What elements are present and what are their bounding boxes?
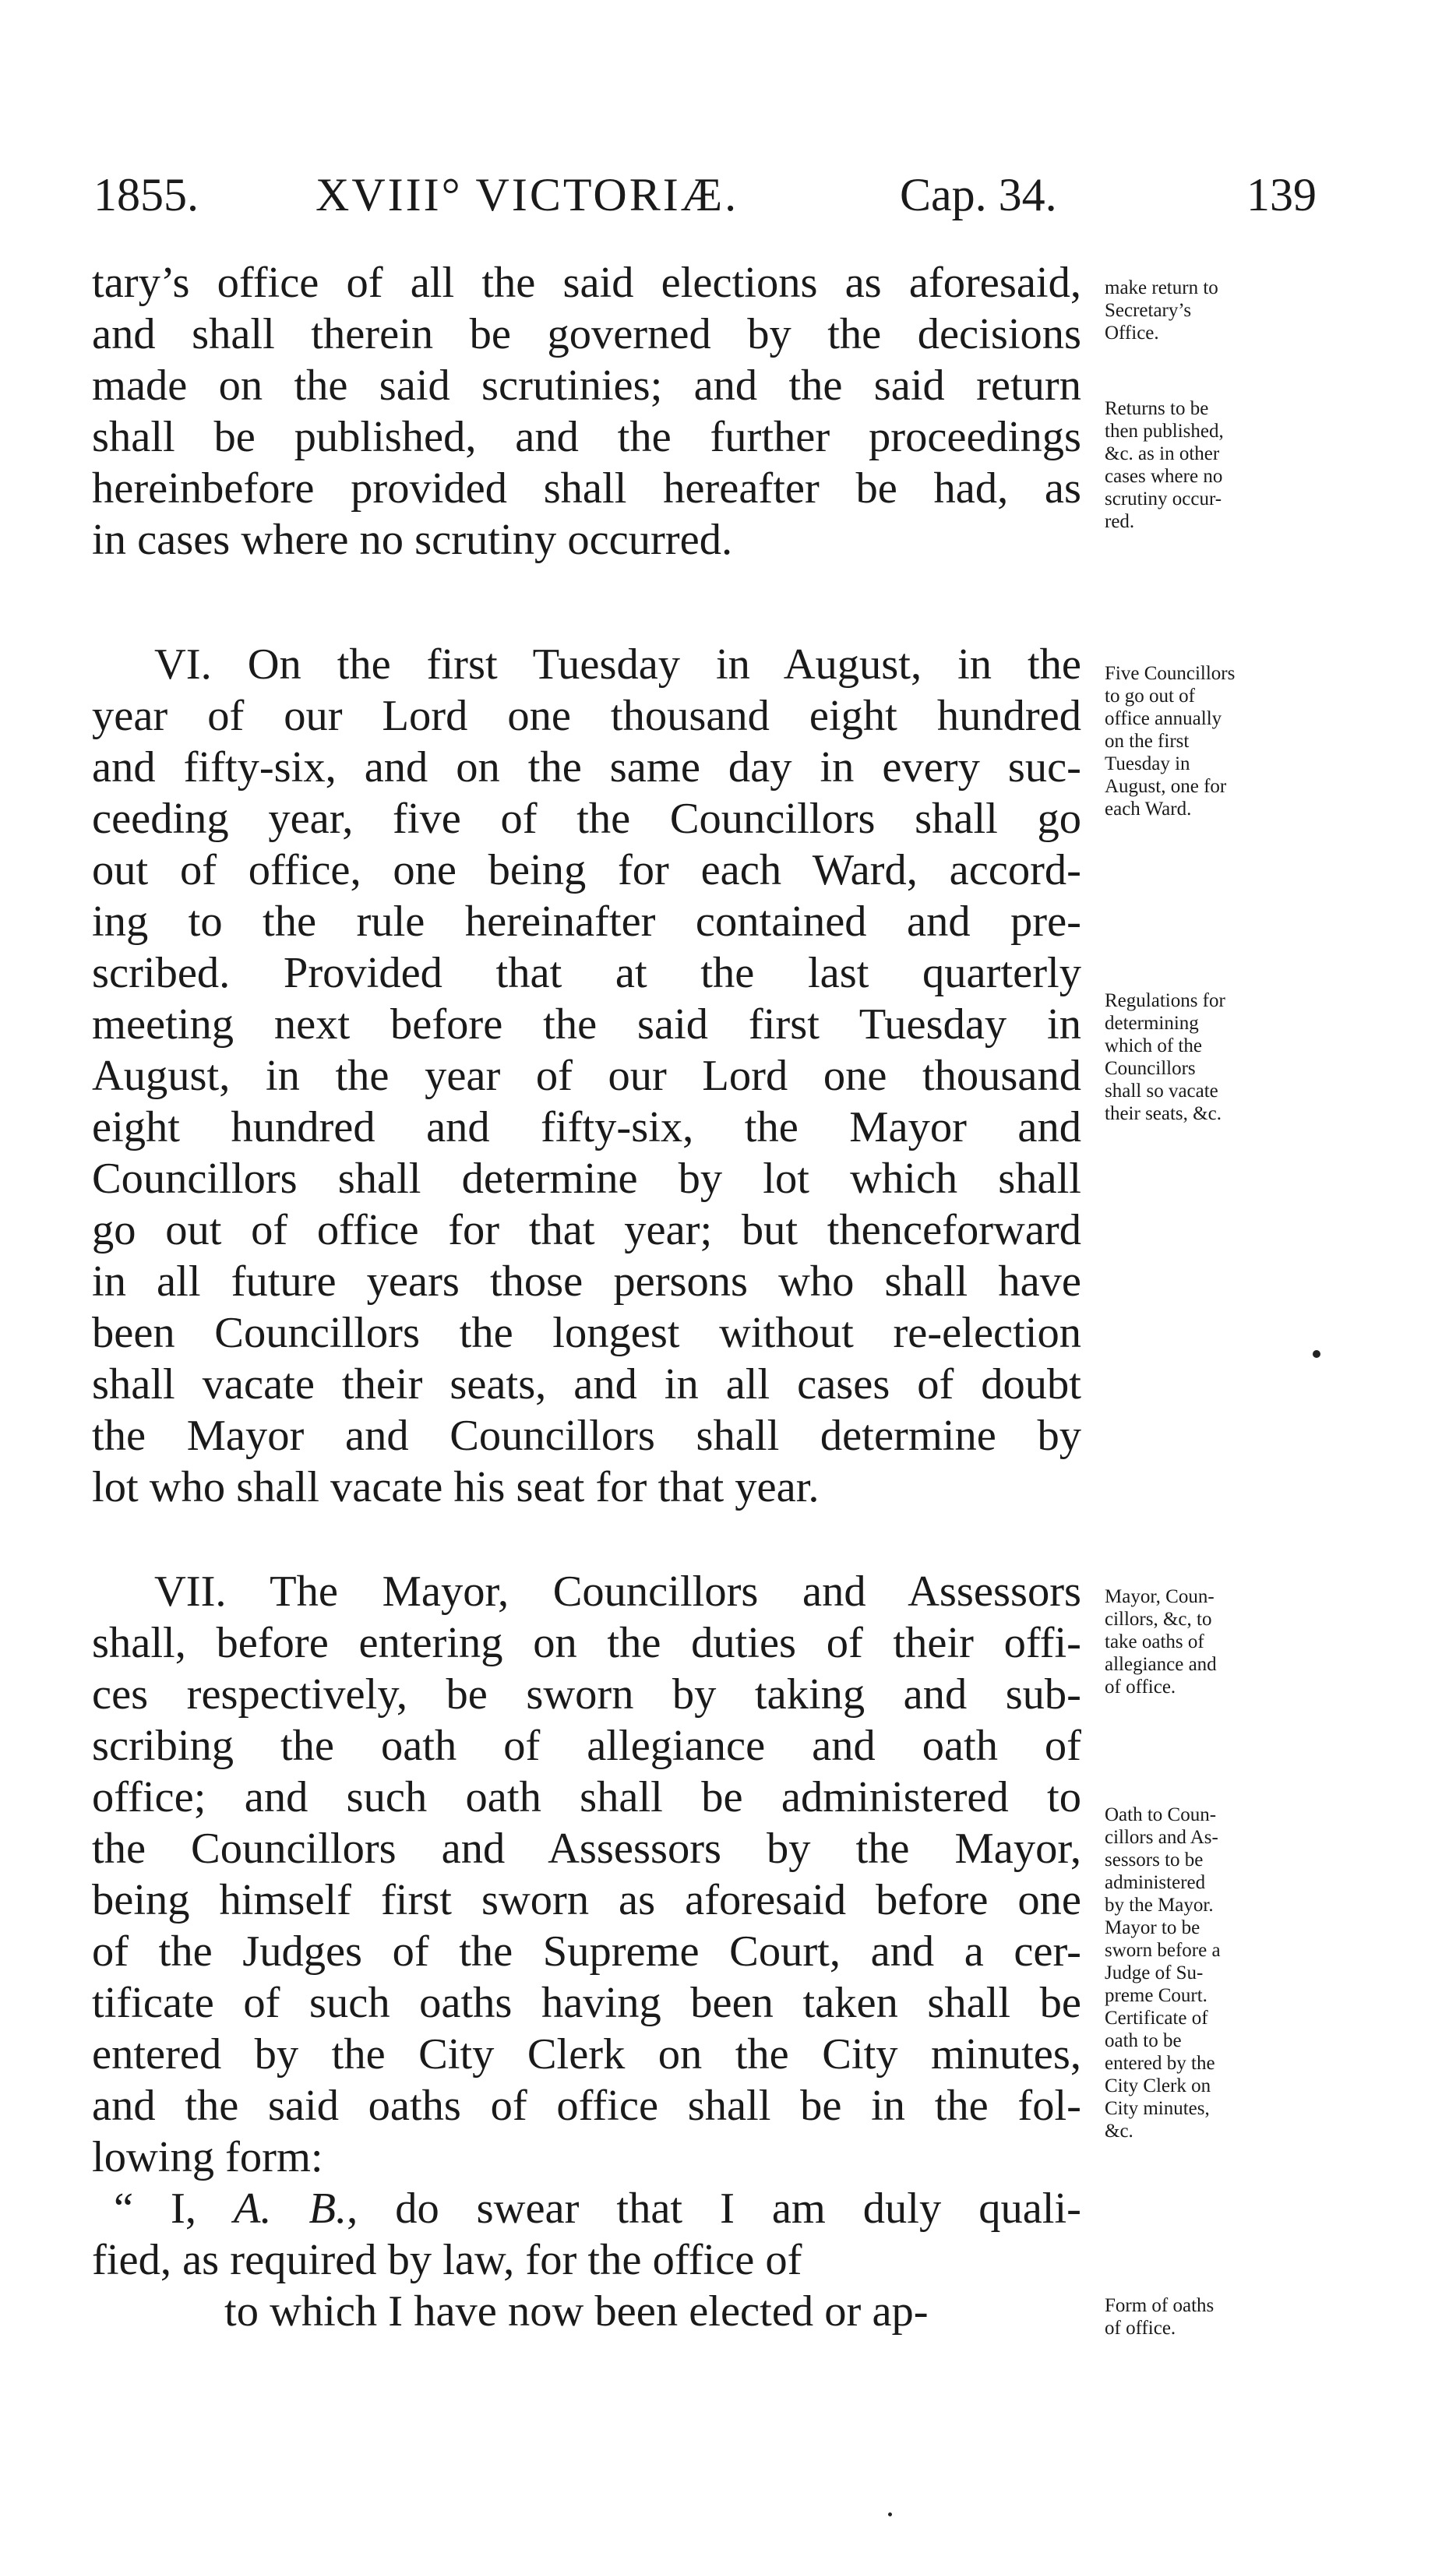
text-line: ces respectively, be sworn by taking and sub- [92,1670,1081,1719]
text-line: being himself first sworn as aforesaid before one [92,1876,1081,1924]
oath-quote-open: “ I, [114,2184,234,2233]
margin-note-line: cases where no [1105,466,1223,487]
margin-note-line: &c. [1105,2121,1133,2142]
oath-text-line: fied, as required by law, for the office of [92,2236,802,2284]
text-line: and the said oaths of office shall be in the fol- [92,2082,1081,2130]
text-line: and fifty-six, and on the same day in every suc- [92,743,1081,792]
text-line: meeting next before the said first Tuesday in [92,1000,1081,1049]
margin-note-line: Mayor, Coun- [1105,1586,1215,1607]
text-line: in cases where no scrutiny occurred. [92,516,733,564]
header-chapter: Cap. 34. [900,169,1057,220]
margin-note-line: entered by the [1105,2053,1215,2074]
text-line: scribed. Provided that at the last quarterly [92,949,1081,997]
oath-text-line [92,2183,1081,2234]
margin-note-oath-administered [1105,1804,1362,2142]
text-line: office; and such oath shall be administered to [92,1773,1081,1821]
text-line: shall vacate their seats, and in all cases of doubt [92,1360,1081,1409]
text-line: in all future years those persons who shall have [92,1257,1081,1306]
text-line: ing to the rule hereinafter contained and pre- [92,897,1081,946]
margin-note-line: Mayor to be [1105,1917,1200,1938]
oath-name-placeholder: A. B. [233,2184,347,2233]
header-title: XVIII° VICTORIÆ. [316,169,739,220]
text-line: and shall therein be governed by the decisions [92,310,1081,358]
margin-note-line: which of the [1105,1035,1202,1056]
text-line: the Mayor and Councillors shall determine by [92,1412,1081,1460]
margin-note-line: red. [1105,511,1135,532]
margin-note-line: scrutiny occur- [1105,488,1222,510]
text-line: the Councillors and Assessors by the Mayor, [92,1825,1081,1873]
margin-note-line: Certificate of [1105,2008,1208,2029]
margin-note-line: Tuesday in [1105,753,1190,774]
margin-note-line: Judge of Su- [1105,1962,1204,1983]
header-year: 1855. [93,169,199,220]
text-line: hereinbefore provided shall hereafter be had, as [92,464,1081,513]
text-line: of the Judges of the Supreme Court, and a cer- [92,1927,1081,1976]
section-vii [92,1566,1081,2337]
margin-note-line: cillors, &c, to [1105,1609,1212,1630]
margin-note-line: take oaths of [1105,1631,1204,1652]
text-line: shall, before entering on the duties of their offi- [92,1619,1081,1667]
margin-note-line: Five Councillors [1105,663,1236,684]
text-line: out of office, one being for each Ward, accord- [92,846,1081,894]
page-number: 139 [1246,169,1317,220]
margin-note-line: on the first [1105,731,1190,752]
margin-note-line: sworn before a [1105,1940,1221,1961]
margin-note-published [1105,397,1362,533]
text-line: Councillors shall determine by lot which shall [92,1155,1081,1203]
margin-note-line: August, one for [1105,776,1227,797]
text-line: been Councillors the longest without re-election [92,1309,1081,1357]
paragraph-continuation [92,257,1081,566]
text-line: go out of office for that year; but thenceforward [92,1206,1081,1254]
text-line: shall be published, and the further proceedings [92,413,1081,461]
margin-note-line: of office. [1105,2318,1176,2339]
margin-note-line: Secretary’s [1105,300,1192,321]
margin-note-line: their seats, &c. [1105,1103,1222,1124]
section-vi [92,639,1081,1513]
text-line: entered by the City Clerk on the City minutes, [92,2030,1081,2079]
margin-note-line: sessors to be [1105,1849,1204,1871]
text-line: scribing the oath of allegiance and oath of [92,1722,1081,1770]
margin-note-line: shall so vacate [1105,1081,1218,1102]
margin-note-line: City minutes, [1105,2098,1210,2119]
text-line: ceeding year, five of the Councillors shall go [92,795,1081,843]
text-line: eight hundred and fifty-six, the Mayor and [92,1103,1081,1151]
margin-note-line: of office. [1105,1677,1176,1698]
margin-note-line: by the Mayor. [1105,1895,1214,1916]
margin-note-line: administered [1105,1872,1206,1893]
margin-note-line: Oath to Coun- [1105,1804,1217,1825]
margin-note-line: City Clerk on [1105,2075,1211,2096]
margin-note-line: Office. [1105,323,1159,344]
margin-note-oaths [1105,1585,1362,1698]
ink-speck [888,2512,892,2516]
margin-note-return [1105,277,1362,344]
ink-blot [1313,1350,1320,1358]
margin-note-line: then published, [1105,421,1224,442]
margin-note-line: Regulations for [1105,990,1225,1011]
margin-note-line: Form of oaths [1105,2295,1215,2316]
running-header [93,160,1324,230]
oath-text-line: to which I have now been elected or ap- [224,2287,929,2336]
margin-note-line: office annually [1105,708,1222,729]
oath-text: , do swear that I am duly quali- [347,2184,1081,2233]
margin-note-line: Councillors [1105,1058,1196,1079]
margin-note-regulations [1105,989,1362,1125]
margin-note-line: oath to be [1105,2030,1182,2051]
margin-note-line: allegiance and [1105,1654,1217,1675]
margin-note-line: &c. as in other [1105,443,1220,464]
text-line: lot who shall vacate his seat for that year. [92,1463,820,1511]
text-line: tificate of such oaths having been taken shall be [92,1979,1081,2027]
text-line: tary’s office of all the said elections as aforesaid, [92,259,1081,307]
text-line: VI. On the first Tuesday in August, in the [154,640,1081,689]
margin-note-line: cillors and As- [1105,1827,1218,1848]
text-line: year of our Lord one thousand eight hundred [92,692,1081,740]
margin-note-line: to go out of [1105,686,1195,707]
text-line: August, in the year of our Lord one thousand [92,1052,1081,1100]
margin-note-line: make return to [1105,277,1218,298]
margin-note-form-of-oaths [1105,2294,1362,2340]
text-line: VII. The Mayor, Councillors and Assessors [154,1567,1081,1616]
margin-note-line: each Ward. [1105,799,1192,820]
text-line: made on the said scrutinies; and the said return [92,361,1081,410]
margin-note-line: Returns to be [1105,398,1209,419]
text-line: lowing form: [92,2133,323,2181]
margin-note-line: determining [1105,1013,1199,1034]
margin-note-line: preme Court. [1105,1985,1207,2006]
margin-note-five-councillors [1105,662,1362,820]
